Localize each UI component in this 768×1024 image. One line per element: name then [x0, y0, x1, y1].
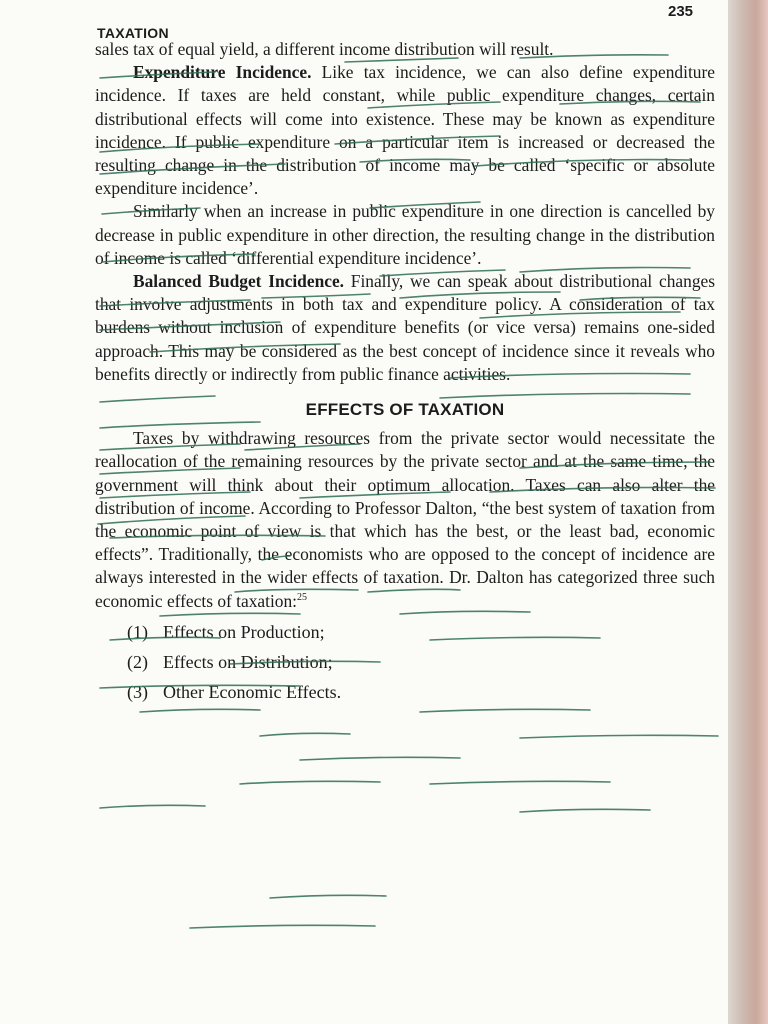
paragraph-body: Like tax incidence, we can also define expenditure incidence. If taxes are held constant, while public expenditure changes, certain distributional effects will come into existence. These may be known as expenditure incidence. If public expenditure on a particular item is increased or decreased the resulting change in the distribution of income may be called ‘specific or absolute expenditure incidence’. — [95, 62, 715, 199]
paragraph-body: Taxes by withdrawing resources from the private sector would necessitate the reallocation of the remaining resources by the private sector and at the same time, the government will think about their optimum allocation. Taxes can also alter the distribution of income. According to Professor Dalton, “the best system of taxation from the economic point of view is that which has the best, or the least bad, economic effects”. Traditionally, the economists who are opposed to the concept of incidence are always interested in the wider effects of taxation. Dr. Dalton has categorized three such economic effects of taxation: — [95, 428, 715, 611]
run-in-heading-balanced-budget: Balanced Budget Incidence. — [133, 271, 345, 292]
list-item-label: Effects on Distribution; — [163, 651, 333, 672]
page-number: 235 — [668, 3, 694, 20]
list-item — [127, 647, 715, 677]
paragraph-differential-incidence: Similarly when an increase in public expenditure in one direction is cancelled by decrease in public expenditure in other direction, the resulting change in the distribution of income is called ‘differential expenditure incidence’. — [95, 201, 715, 268]
list-item-number: (3) — [127, 681, 148, 702]
page-edge-shadow — [728, 0, 768, 1024]
list-item — [127, 677, 715, 707]
section-heading: EFFECTS OF TAXATION — [305, 400, 505, 420]
effects-list — [127, 617, 715, 707]
list-item-label: Other Economic Effects. — [163, 681, 342, 702]
paragraph-expenditure-incidence — [95, 61, 715, 200]
paragraph-body: Finally, we can speak about distributional changes that involve adjustments in both tax and expenditure policy. A consideration of tax burdens without inclusion of expenditure benefits (or vice versa) remains one-sided approach. This may be considered as the best concept of incidence since it reveals who benefits directly or indirectly from public finance activities. — [95, 271, 715, 384]
paragraph-continued: sales tax of equal yield, a different income distribution will result. — [95, 39, 554, 59]
run-in-heading-expenditure-incidence: Expenditure Incidence. — [133, 62, 312, 83]
body-text — [95, 38, 715, 707]
list-item-number: (2) — [127, 651, 148, 672]
paragraph-effects-of-taxation — [95, 427, 715, 613]
list-item — [127, 617, 715, 647]
running-head: TAXATION — [97, 25, 169, 41]
list-item-number: (1) — [127, 621, 148, 642]
paragraph-balanced-budget — [95, 270, 715, 386]
footnote-reference: 25 — [297, 591, 308, 603]
list-item-label: Effects on Production; — [163, 621, 325, 642]
